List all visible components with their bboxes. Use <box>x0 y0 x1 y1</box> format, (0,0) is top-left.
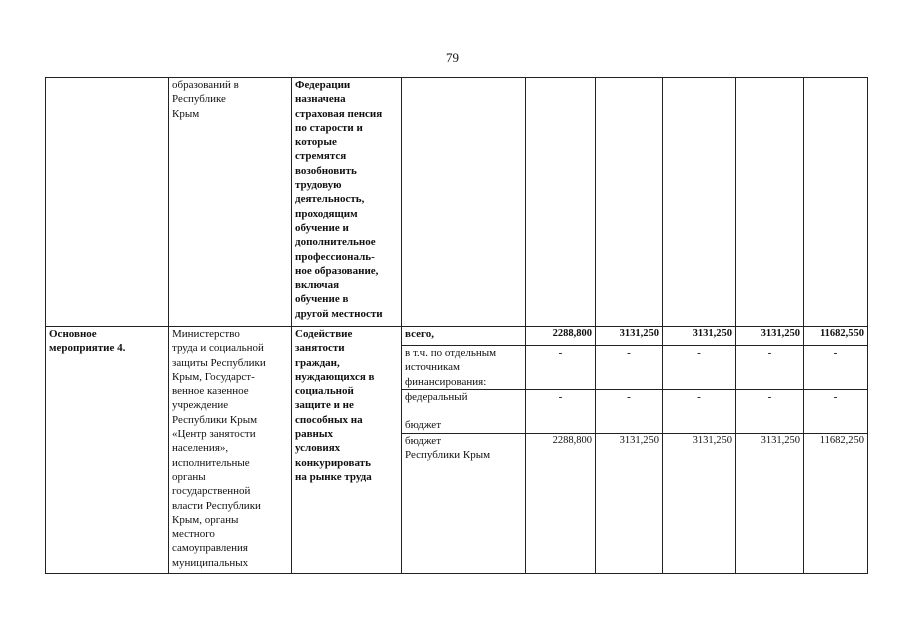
cell-empty <box>736 78 804 327</box>
cell-activity: Содействие занятости граждан, нуждающихся в социальной защите и не способных на равных условиях конкурировать на рынке труда <box>292 327 402 574</box>
cell-executor-cont: образований в Республике Крым <box>169 78 292 327</box>
cell-value: 3131,250 <box>663 434 736 574</box>
cell-value: 11682,250 <box>804 434 868 574</box>
page-number: 79 <box>446 50 459 65</box>
cell-source: всего, <box>402 327 526 346</box>
cell-executor: Министерство труда и социальной защиты Республики Крым, Государст- венное казенное учреждение Республики Крым «Центр занятости населения», исполнительные органы государственной власти Республики Крым, органы местного самоуправления муниципальных <box>169 327 292 574</box>
cell-value: 3131,250 <box>736 327 804 346</box>
cell-source: в т.ч. по отдельным источникам финансирования: <box>402 346 526 390</box>
cell-empty <box>526 78 596 327</box>
cell-value: - <box>596 390 663 434</box>
cell-value: - <box>526 346 596 390</box>
cell-value: 2288,800 <box>526 434 596 574</box>
cell-measure: Основное мероприятие 4. <box>46 327 169 574</box>
cell-value: - <box>663 390 736 434</box>
table-row <box>46 327 868 346</box>
cell-value: - <box>804 346 868 390</box>
cell-value: 3131,250 <box>596 434 663 574</box>
cell-source: федеральный бюджет <box>402 390 526 434</box>
cell-value: - <box>736 346 804 390</box>
cell-value: 11682,550 <box>804 327 868 346</box>
cell-source: бюджет Республики Крым <box>402 434 526 574</box>
cell-empty <box>596 78 663 327</box>
cell-value: - <box>596 346 663 390</box>
cell-empty <box>46 78 169 327</box>
cell-value: 3131,250 <box>736 434 804 574</box>
cell-value: 3131,250 <box>596 327 663 346</box>
table-row <box>46 78 868 327</box>
program-table <box>45 77 868 574</box>
cell-activity-cont: Федерации назначена страховая пенсия по старости и которые стремятся возобновить трудовую деятельность, проходящим обучение и дополнительное профессиональ- ное образование, включая обучение в другой местности <box>292 78 402 327</box>
cell-empty <box>663 78 736 327</box>
cell-value: - <box>736 390 804 434</box>
cell-empty <box>804 78 868 327</box>
cell-empty <box>402 78 526 327</box>
cell-value: 3131,250 <box>663 327 736 346</box>
cell-value: - <box>663 346 736 390</box>
cell-value: 2288,800 <box>526 327 596 346</box>
cell-value: - <box>804 390 868 434</box>
cell-value: - <box>526 390 596 434</box>
